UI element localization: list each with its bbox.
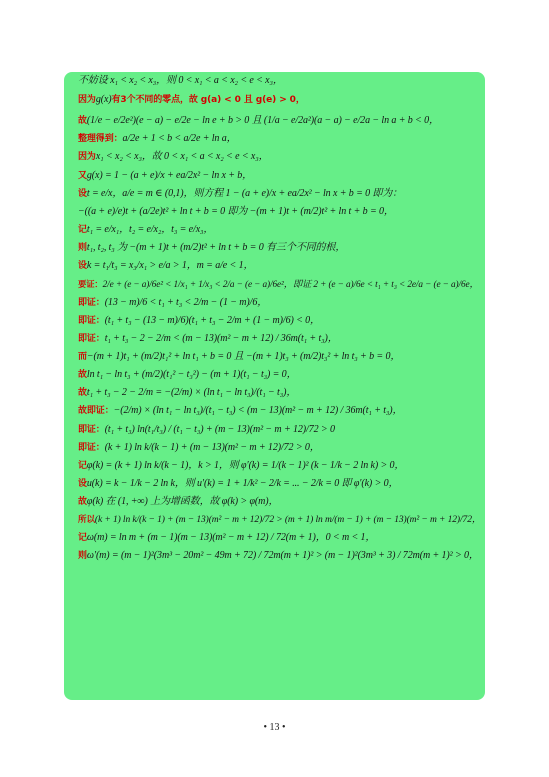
text-line: 故t₁ + t₃ − 2 − 2/m = −(2/m) × (ln t₁ − ln t₃)/(t₁ − t₃)， <box>78 387 297 399</box>
text-line: 而−(m + 1)t₁ + (m/2)t₁² + ln t₁ + b = 0 且 −(m + 1)t₃ + (m/2)t₃² + ln t₃ + b = 0， <box>78 351 401 363</box>
text-line: 故即证：−(2/m) × (ln t₁ − ln t₃)/(t₁ − t₃) < (m − 13)(m² − m + 12) / 36m(t₁ + t₃)， <box>78 405 403 417</box>
text-line: 则ω′(m) = (m − 1)²(3m³ − 20m² − 49m + 72) / 72m(m + 1)² > (m − 1)²(3m³ + 3) / 72m(m + 1)² > 0， <box>78 550 479 562</box>
text-line: 设u(k) = k − 1/k − 2 ln k，则 u′(k) = 1 + 1/k² − 2/k = ... − 2/k = 0 即 φ′(k) > 0， <box>78 478 399 490</box>
text-line: −((a + e)/e)t + (a/2e)t² + ln t + b = 0 即为 −(m + 1)t + (m/2)t² + ln t + b = 0， <box>78 206 394 218</box>
text-line: 即证：(t₁ + t₃ − (13 − m)/6)(t₁ + t₃ − 2/m + (1 − m)/6) < 0， <box>78 315 320 327</box>
text-line: 即证：(t₁ + t₃) ln(t₁/t₃) / (t₁ − t₃) + (m − 13)(m² − m + 12)/72 > 0 <box>78 424 335 436</box>
text-line: 故(1/e − e/2e²)(e − a) − e/2e − ln e + b > 0 且 (1/a − e/2a²)(a − a) − e/2a − ln a + b < 0， <box>78 114 439 126</box>
text-line: 即证：t₁ + t₃ − 2 − 2/m < (m − 13)(m² − m + 12) / 36m(t₁ + t₃)， <box>78 333 338 345</box>
text-line: 所以(k + 1) ln k/(k − 1) + (m − 13)(m² − m + 12)/72 > (m + 1) ln m/(m − 1) + (m − 13)(m² − m + 12)/72， <box>78 515 482 526</box>
text-line: 记ω(m) = ln m + (m − 1)(m − 13)(m² − m + 12) / 72(m + 1)，0 < m < 1， <box>78 532 376 544</box>
text-line: 设t = e/x，a/e = m ∈ (0,1)，则方程 1 − (a + e)/x + ea/2x² − ln x + b = 0 即为： <box>78 188 403 200</box>
text-line: 记φ(k) = (k + 1) ln k/(k − 1)，k > 1，则 φ′(k) = 1/(k − 1)² (k − 1/k − 2 ln k) > 0， <box>78 460 405 472</box>
text-line: 即证：(k + 1) ln k/(k − 1) + (m − 13)(m² − m + 12)/72 > 0， <box>78 442 320 454</box>
text-line: 因为g(x)有3个不同的零点，故 g(a) < 0 且 g(e) > 0， <box>78 94 305 106</box>
text-line: 即证：(13 − m)/6 < t₁ + t₃ < 2/m − (1 − m)/6， <box>78 297 268 309</box>
text-line: 记t₁ = e/x₁，t₂ = e/x₂，t₃ = e/x₃， <box>78 224 214 236</box>
text-line: 则t₁, t₂, t₃ 为 −(m + 1)t + (m/2)t² + ln t + b = 0 有三个不同的根， <box>78 242 346 254</box>
solution-panel <box>64 72 485 700</box>
text-line: 故ln t₁ − ln t₃ + (m/2)(t₁² − t₃²) − (m + 1)(t₁ − t₃) = 0， <box>78 369 297 381</box>
text-line: 要证：2/e + (e − a)/6e² < 1/x₁ + 1/x₃ < 2/a − (e − a)/6e²，即证 2 + (e − a)/6e < t₁ + t₃ < 2e/a − (e − a)/6e， <box>78 279 479 291</box>
text-line: 故φ(k) 在 (1, +∞) 上为增函数，故 φ(k) > φ(m)， <box>78 496 279 508</box>
text-line: 整理得到：a/2e + 1 < b < a/2e + ln a， <box>78 132 237 144</box>
text-line: 因为x₁ < x₂ < x₃，故 0 < x₁ < a < x₂ < e < x₃， <box>78 150 269 162</box>
text-line: 又g(x) = 1 − (a + e)/x + ea/2x² − ln x + b， <box>78 170 253 182</box>
text-line: 不妨设 x₁ < x₂ < x₃，则 0 < x₁ < a < x₂ < e < x₃， <box>78 75 283 86</box>
page-number: • 13 • <box>263 722 286 733</box>
text-line: 设k = t₁/t₃ = x₃/x₁ > e/a > 1，m = a/e < 1， <box>78 260 254 272</box>
